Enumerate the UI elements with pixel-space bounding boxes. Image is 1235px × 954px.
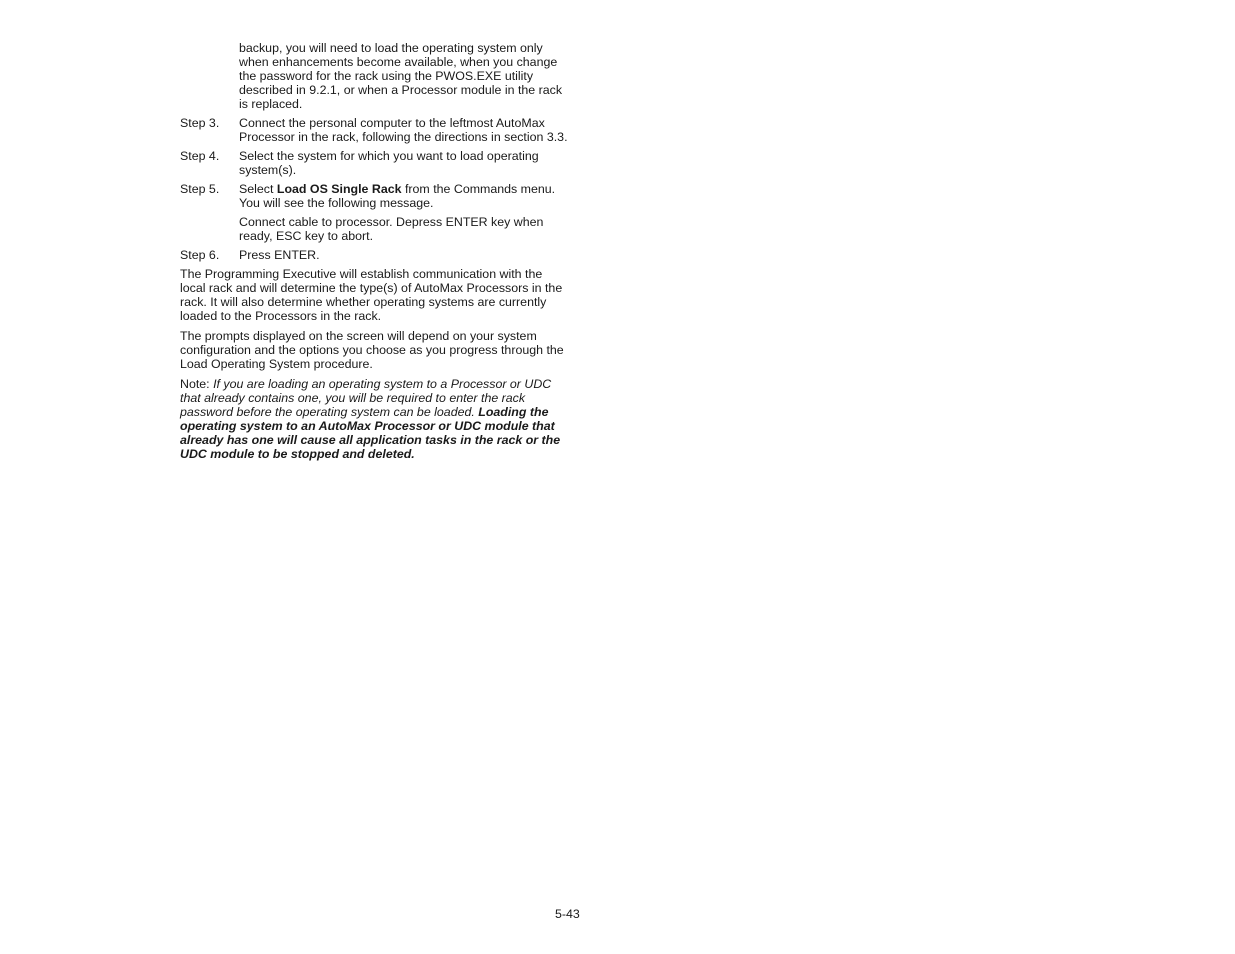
step-4	[180, 149, 570, 177]
screen-message: Connect cable to processor. Depress ENTER key when ready, ESC key to abort.	[239, 215, 544, 243]
body-paragraph: The prompts displayed on the screen will depend on your system configuration and the options you choose as you progress through the Load Operating System procedure.	[180, 329, 564, 371]
step-text	[239, 182, 570, 210]
step-text: Select the system for which you want to load operating system(s).	[239, 149, 539, 177]
note-paragraph	[180, 377, 568, 461]
step-label: Step 6.	[180, 248, 220, 262]
step-label: Step 5.	[180, 182, 220, 196]
note-italic-text: If you are loading an operating system to a Processor or UDC that already contains one, you will be required to enter the rack password before the operating system can be loaded.	[180, 377, 552, 419]
step-text-post: from the Commands menu. You will see the following message.	[239, 182, 556, 210]
step-label: Step 4.	[180, 149, 220, 163]
step-text: Press ENTER.	[239, 248, 320, 262]
step-label: Step 3.	[180, 116, 220, 130]
step-text-pre: Select	[239, 182, 277, 196]
note-label: Note:	[180, 377, 214, 391]
command-name: Load OS Single Rack	[276, 182, 402, 196]
step-text: Connect the personal computer to the leftmost AutoMax Processor in the rack, following the directions in section 3.3.	[239, 116, 568, 144]
note-warning-text: Loading the operating system to an AutoMax Processor or UDC module that already has one will cause all application tasks in the rack or the UDC module to be stopped and deleted.	[180, 405, 561, 461]
step-6	[180, 248, 570, 262]
body-paragraph: The Programming Executive will establish communication with the local rack and will determine the type(s) of AutoMax Processors in the rack. It will also determine whether operating systems are currently loaded to the Processors in the rack.	[180, 267, 563, 323]
document-page	[180, 41, 570, 467]
page-number: 5-43	[555, 907, 580, 921]
step-5	[180, 182, 570, 210]
continuation-paragraph: backup, you will need to load the operating system only when enhancements become available, when you change the password for the rack using the PWOS.EXE utility described in 9.2.1, or when a Processor module in the rack is replaced.	[239, 41, 563, 111]
step-3	[180, 116, 570, 144]
